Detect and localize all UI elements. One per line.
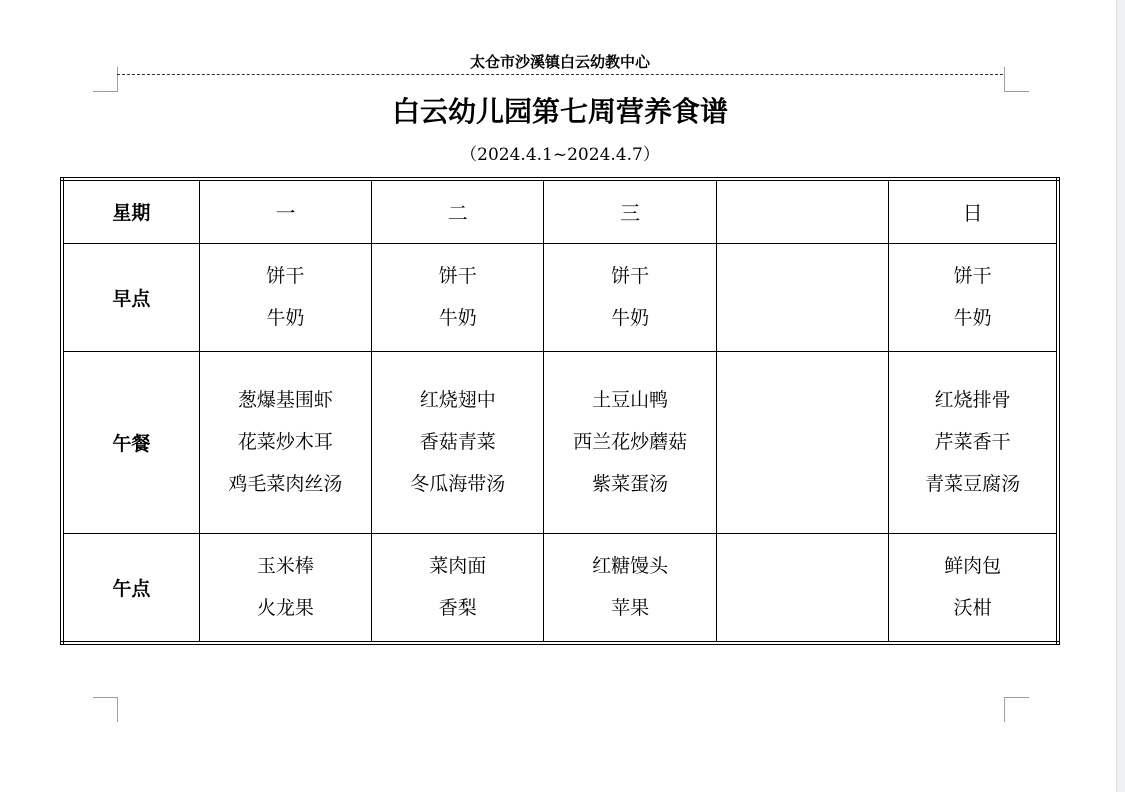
weekday-row [62,179,1058,243]
menu-item: 饼干 [611,265,650,287]
snack-cell-wednesday[interactable] [544,533,716,643]
day-header-sunday[interactable]: 日 [889,179,1058,243]
breakfast-cell-tuesday[interactable] [372,243,544,351]
menu-item: 红烧排骨 [934,389,1011,411]
breakfast-cell-wednesday[interactable] [544,243,716,351]
menu-item: 玉米棒 [256,555,314,578]
page-corner-mark-bottom-right [1004,697,1029,722]
breakfast-cell-sunday[interactable] [889,243,1058,351]
row-label-lunch[interactable]: 午餐 [62,351,199,533]
menu-item: 牛奶 [266,307,305,329]
menu-item: 冬瓜海带汤 [410,473,506,495]
snack-row [62,533,1058,643]
menu-item: 紫菜蛋汤 [592,473,669,495]
lunch-cell-empty[interactable] [716,351,888,533]
menu-item: 红糖馒头 [592,555,669,578]
day-header-monday[interactable]: 一 [199,179,371,243]
breakfast-cell-empty[interactable] [716,243,888,351]
page-corner-mark-top-left [93,67,118,92]
menu-item: 芹菜香干 [934,431,1011,453]
menu-item: 牛奶 [611,307,650,329]
menu-item: 菜肉面 [429,555,487,578]
menu-item: 香梨 [438,597,477,620]
page-corner-mark-top-right [1004,67,1029,92]
snack-cell-tuesday[interactable] [372,533,544,643]
menu-item: 土豆山鸭 [592,389,669,411]
lunch-row [62,351,1058,533]
menu-item: 西兰花炒蘑菇 [573,431,688,453]
weekly-menu-table[interactable] [60,177,1060,645]
day-header-tuesday[interactable]: 二 [372,179,544,243]
menu-item: 饼干 [953,265,992,287]
lunch-cell-tuesday[interactable] [372,351,544,533]
lunch-cell-sunday[interactable] [889,351,1058,533]
snack-cell-monday[interactable] [199,533,371,643]
page-corner-mark-bottom-left [93,697,118,722]
menu-item: 饼干 [438,265,477,287]
row-label-snack[interactable]: 午点 [62,533,199,643]
menu-item: 火龙果 [256,597,314,620]
breakfast-cell-monday[interactable] [199,243,371,351]
snack-cell-empty[interactable] [716,533,888,643]
row-label-weekday[interactable]: 星期 [62,179,199,243]
menu-item: 鸡毛菜肉丝汤 [228,473,343,495]
menu-item: 牛奶 [953,307,992,329]
menu-item: 沃柑 [953,597,992,620]
vertical-scrollbar[interactable] [1116,0,1125,792]
snack-cell-sunday[interactable] [889,533,1058,643]
menu-item: 香菇青菜 [419,431,496,453]
menu-item: 苹果 [611,597,650,620]
day-header-empty[interactable] [716,179,888,243]
menu-item: 红烧翅中 [419,389,496,411]
page-header-organization[interactable]: 太仓市沙溪镇白云幼教中心 [469,53,650,71]
lunch-cell-monday[interactable] [199,351,371,533]
menu-item: 饼干 [266,265,305,287]
document-title[interactable]: 白云幼儿园第七周营养食谱 [391,95,728,128]
header-divider [117,74,1003,75]
menu-item: 青菜豆腐汤 [925,473,1021,495]
menu-item: 花菜炒木耳 [237,431,333,453]
lunch-cell-wednesday[interactable] [544,351,716,533]
menu-item: 葱爆基围虾 [237,389,333,411]
day-header-wednesday[interactable]: 三 [544,179,716,243]
breakfast-row [62,243,1058,351]
menu-item: 牛奶 [438,307,477,329]
row-label-breakfast[interactable]: 早点 [62,243,199,351]
menu-item: 鲜肉包 [944,555,1002,578]
document-date-range[interactable]: （2024.4.1~2024.4.7） [460,145,660,165]
